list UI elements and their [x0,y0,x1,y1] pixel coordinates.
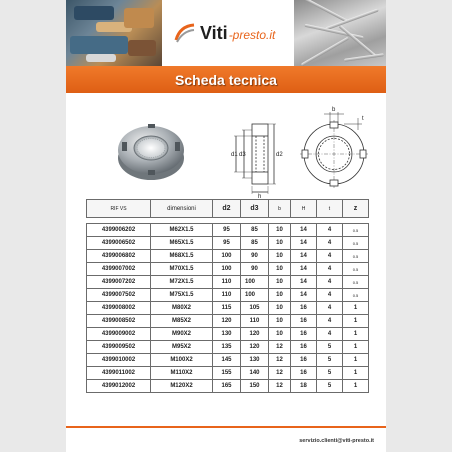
table-cell: 145 [213,354,241,367]
table-cell: 16 [291,354,317,367]
table-cell: 14 [291,289,317,302]
table-cell: 10 [269,224,291,237]
table-cell: 4 [317,224,343,237]
table-cell: 105 [241,302,269,315]
footer-divider [66,426,386,428]
b-label: b [332,107,336,113]
table-cell: 4399006802 [87,250,151,263]
brand-swoosh-icon [174,22,196,44]
table-cell: 1 [343,341,369,354]
table-cell: 0.5 [343,250,369,263]
screws-photo [294,0,386,66]
table-cell: 140 [241,367,269,380]
footer-email[interactable]: servizio.clienti@viti-presto.it [299,438,374,444]
col-t-header: t [317,200,343,218]
table-cell: 135 [213,341,241,354]
table-cell: 1 [343,367,369,380]
table-row [87,302,369,315]
table-cell: 5 [317,367,343,380]
table-cell: 4399012002 [87,380,151,393]
table-cell: 0.5 [343,237,369,250]
table-row [87,237,369,250]
table-cell: 4 [317,263,343,276]
table-cell: 120 [241,341,269,354]
brand-name: Viti [200,22,228,43]
table-cell: 110 [213,276,241,289]
table-cell: 4 [317,276,343,289]
table-cell: 110 [213,289,241,302]
table-cell: M65X1.5 [151,237,213,250]
technical-drawing [212,106,372,198]
table-cell: 0.5 [343,224,369,237]
table-cell: 12 [269,341,291,354]
table-row [87,224,369,237]
table-cell: 130 [213,328,241,341]
table-row [87,263,369,276]
table-cell: 4399009502 [87,341,151,354]
table-cell: 115 [213,302,241,315]
table-cell: 100 [241,289,269,302]
table-cell: 16 [291,367,317,380]
ring-nut-photo [112,112,190,190]
table-cell: 1 [343,380,369,393]
table-cell: 165 [213,380,241,393]
page-title: Scheda tecnica [175,71,277,88]
col-ref-header: RIF VS [87,200,151,218]
table-header-row [87,200,369,218]
table-cell: 4399006502 [87,237,151,250]
table-cell: 10 [269,328,291,341]
table-cell: 16 [291,341,317,354]
table-cell: 0.5 [343,289,369,302]
table-cell: 4 [317,315,343,328]
spec-table-container [86,199,368,393]
table-row [87,250,369,263]
table-row [87,276,369,289]
table-row [87,380,369,393]
spec-table [86,199,369,393]
table-cell: M62X1.5 [151,224,213,237]
table-cell: 10 [269,250,291,263]
table-cell: M110X2 [151,367,213,380]
table-cell: M72X1.5 [151,276,213,289]
table-cell: 14 [291,224,317,237]
table-cell: 1 [343,315,369,328]
table-cell: 1 [343,302,369,315]
table-cell: 10 [269,302,291,315]
table-cell: 5 [317,380,343,393]
brand-suffix: -presto.it [228,28,276,42]
d1-label: d1 [231,152,238,158]
table-cell: 4 [317,237,343,250]
table-cell: 4399008502 [87,315,151,328]
col-size-header: dimensioni [151,200,213,218]
table-cell: 12 [269,354,291,367]
table-cell: 16 [291,328,317,341]
col-d2-header: d2 [213,200,241,218]
table-cell: 1 [343,328,369,341]
table-cell: 4399007502 [87,289,151,302]
col-h-header: H [291,200,317,218]
col-d3-header: d3 [241,200,269,218]
table-cell: 10 [269,289,291,302]
table-cell: M75X1.5 [151,289,213,302]
table-body [87,218,369,393]
table-cell: 4399011002 [87,367,151,380]
header [66,0,386,66]
table-row [87,354,369,367]
table-cell: 0.5 [343,276,369,289]
table-cell: 130 [241,354,269,367]
table-cell: 4399009002 [87,328,151,341]
table-cell: 110 [241,315,269,328]
table-cell: 1 [343,354,369,367]
table-cell: 85 [241,224,269,237]
table-cell: 10 [269,237,291,250]
table-cell: 4399007002 [87,263,151,276]
table-cell: 10 [269,263,291,276]
table-cell: M85X2 [151,315,213,328]
table-cell: 14 [291,276,317,289]
col-b-header: b [269,200,291,218]
table-cell: 12 [269,380,291,393]
table-cell: M100X2 [151,354,213,367]
table-cell: 5 [317,341,343,354]
table-cell: 16 [291,302,317,315]
table-cell: 4399008002 [87,302,151,315]
table-cell: 4 [317,302,343,315]
table-cell: 4399010002 [87,354,151,367]
h-label: h [258,194,262,198]
table-cell: 4399007202 [87,276,151,289]
table-cell: 0.5 [343,263,369,276]
table-cell: 100 [213,263,241,276]
table-cell: M95X2 [151,341,213,354]
t-label: t [362,116,364,122]
table-cell: 10 [269,315,291,328]
d2-label: d2 [276,152,283,158]
table-cell: 155 [213,367,241,380]
table-cell: 4 [317,289,343,302]
table-cell: 16 [291,315,317,328]
table-cell: 4 [317,250,343,263]
table-cell: 95 [213,237,241,250]
table-row [87,289,369,302]
table-row [87,341,369,354]
table-cell: 18 [291,380,317,393]
table-cell: M120X2 [151,380,213,393]
table-cell: 95 [213,224,241,237]
table-row [87,367,369,380]
table-cell: 14 [291,237,317,250]
table-cell: 5 [317,354,343,367]
table-cell: 14 [291,263,317,276]
table-cell: 85 [241,237,269,250]
table-cell: 4 [317,328,343,341]
table-cell: M68X1.5 [151,250,213,263]
col-z-header: z [343,200,369,218]
table-cell: 100 [213,250,241,263]
brand-logo [174,18,275,48]
table-row [87,328,369,341]
table-cell: 10 [269,276,291,289]
table-row [87,315,369,328]
table-cell: M80X2 [151,302,213,315]
d3-label: d3 [239,152,246,158]
datasheet-page [66,0,386,452]
table-cell: M90X2 [151,328,213,341]
table-cell: 100 [241,276,269,289]
table-cell: M70X1.5 [151,263,213,276]
table-cell: 4399006202 [87,224,151,237]
table-cell: 90 [241,250,269,263]
table-cell: 12 [269,367,291,380]
title-bar [66,66,386,93]
table-cell: 120 [213,315,241,328]
table-cell: 90 [241,263,269,276]
table-cell: 150 [241,380,269,393]
table-cell: 14 [291,250,317,263]
table-cell: 120 [241,328,269,341]
tools-photo [66,0,162,66]
